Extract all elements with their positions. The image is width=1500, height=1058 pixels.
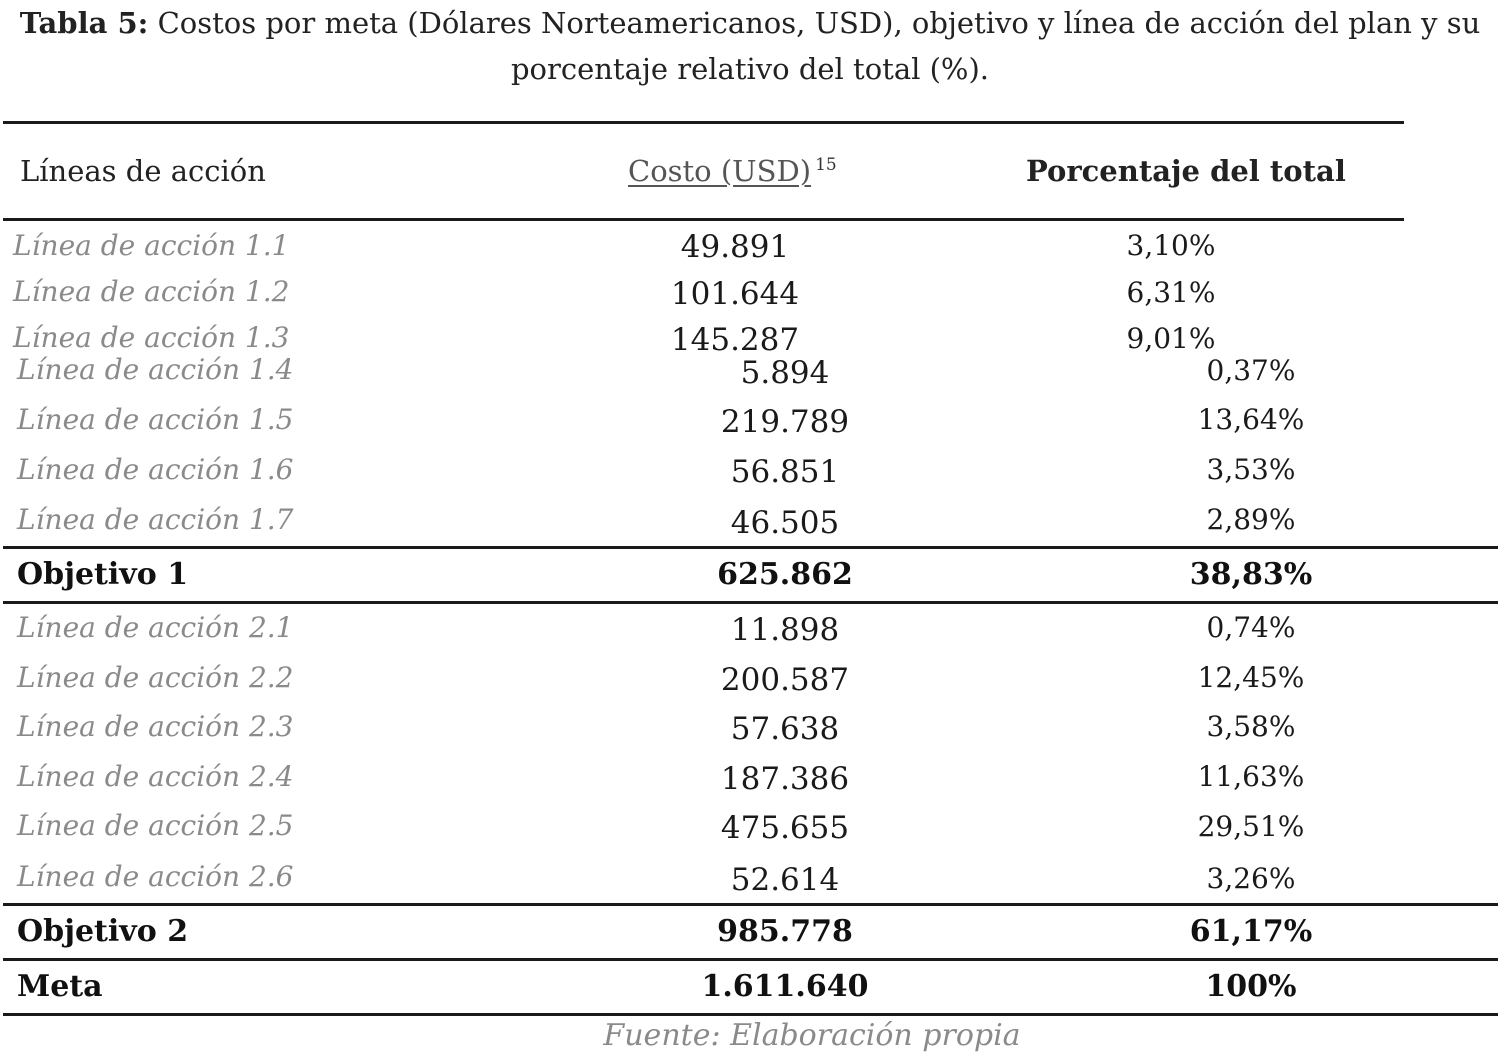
table-source-note: Fuente: Elaboración propia <box>603 1018 1021 1053</box>
row-label: Línea de acción 2.4 <box>17 760 294 793</box>
row-pct: 0,74% <box>1206 611 1296 644</box>
objetivo-1-label: Objetivo 1 <box>17 557 189 592</box>
row-label: Línea de acción 2.5 <box>17 809 294 842</box>
row-pct: 3,58% <box>1206 710 1296 743</box>
rule-objetivo-1-bottom <box>3 601 1498 604</box>
row-label: Línea de acción 1.4 <box>17 353 294 386</box>
row-label: Línea de acción 2.1 <box>17 611 294 644</box>
rule-top <box>3 121 1404 124</box>
row-label: Línea de acción 1.2 <box>13 275 290 308</box>
row-cost: 52.614 <box>730 862 840 898</box>
rule-objetivo-2-top <box>3 903 1498 906</box>
row-pct: 12,45% <box>1197 661 1305 694</box>
meta-label: Meta <box>17 969 103 1004</box>
row-cost: 200.587 <box>720 662 850 698</box>
row-cost: 56.851 <box>730 454 840 490</box>
rule-objetivo-1-top <box>3 546 1498 549</box>
row-label: Línea de acción 1.1 <box>13 229 290 262</box>
row-pct: 3,26% <box>1206 862 1296 895</box>
objetivo-2-label: Objetivo 2 <box>17 914 189 949</box>
row-cost: 5.894 <box>740 355 830 391</box>
row-cost: 187.386 <box>720 761 850 797</box>
header-porcentaje: Porcentaje del total <box>1026 154 1346 188</box>
objetivo-1-cost: 625.862 <box>717 557 853 592</box>
table-caption <box>0 0 1500 92</box>
meta-cost: 1.611.640 <box>701 969 869 1004</box>
row-cost: 475.655 <box>720 810 850 846</box>
row-cost: 219.789 <box>720 404 850 440</box>
header-costo-wrap <box>628 154 837 188</box>
caption-prefix: Tabla 5: <box>19 6 149 40</box>
row-label: Línea de acción 1.3 <box>13 321 290 354</box>
row-cost: 49.891 <box>680 229 790 265</box>
header-costo-footnote: 15 <box>815 155 837 176</box>
row-pct: 3,10% <box>1126 229 1216 262</box>
objetivo-2-cost: 985.778 <box>717 914 853 949</box>
row-pct: 11,63% <box>1197 760 1305 793</box>
row-pct: 2,89% <box>1206 503 1296 536</box>
row-cost: 57.638 <box>730 711 840 747</box>
row-label: Línea de acción 1.5 <box>17 403 294 436</box>
rule-meta-top <box>3 958 1498 961</box>
header-costo: Costo (USD) <box>628 154 812 188</box>
row-pct: 6,31% <box>1126 276 1216 309</box>
row-cost: 46.505 <box>730 505 840 541</box>
row-pct: 3,53% <box>1206 453 1296 486</box>
caption-text: Costos por meta (Dólares Norteamericanos, USD), objetivo y línea de acción del plan y su porcentaje relativo del total (%). <box>157 6 1481 86</box>
header-lineas: Líneas de acción <box>20 154 266 188</box>
objetivo-1-pct: 38,83% <box>1189 557 1313 592</box>
row-pct: 13,64% <box>1197 403 1305 436</box>
row-label: Línea de acción 2.6 <box>17 860 294 893</box>
row-label: Línea de acción 2.3 <box>17 710 294 743</box>
rule-header-bottom <box>3 218 1404 221</box>
meta-pct: 100% <box>1205 969 1297 1004</box>
objetivo-2-pct: 61,17% <box>1189 914 1313 949</box>
row-pct: 29,51% <box>1197 810 1305 843</box>
row-label: Línea de acción 1.6 <box>17 453 294 486</box>
row-pct: 0,37% <box>1206 354 1296 387</box>
row-cost: 145.287 <box>670 322 800 358</box>
row-cost: 11.898 <box>730 612 840 648</box>
row-cost: 101.644 <box>670 276 800 312</box>
rule-bottom <box>3 1013 1498 1016</box>
row-label: Línea de acción 1.7 <box>17 503 294 536</box>
row-label: Línea de acción 2.2 <box>17 661 294 694</box>
row-pct: 9,01% <box>1126 322 1216 355</box>
